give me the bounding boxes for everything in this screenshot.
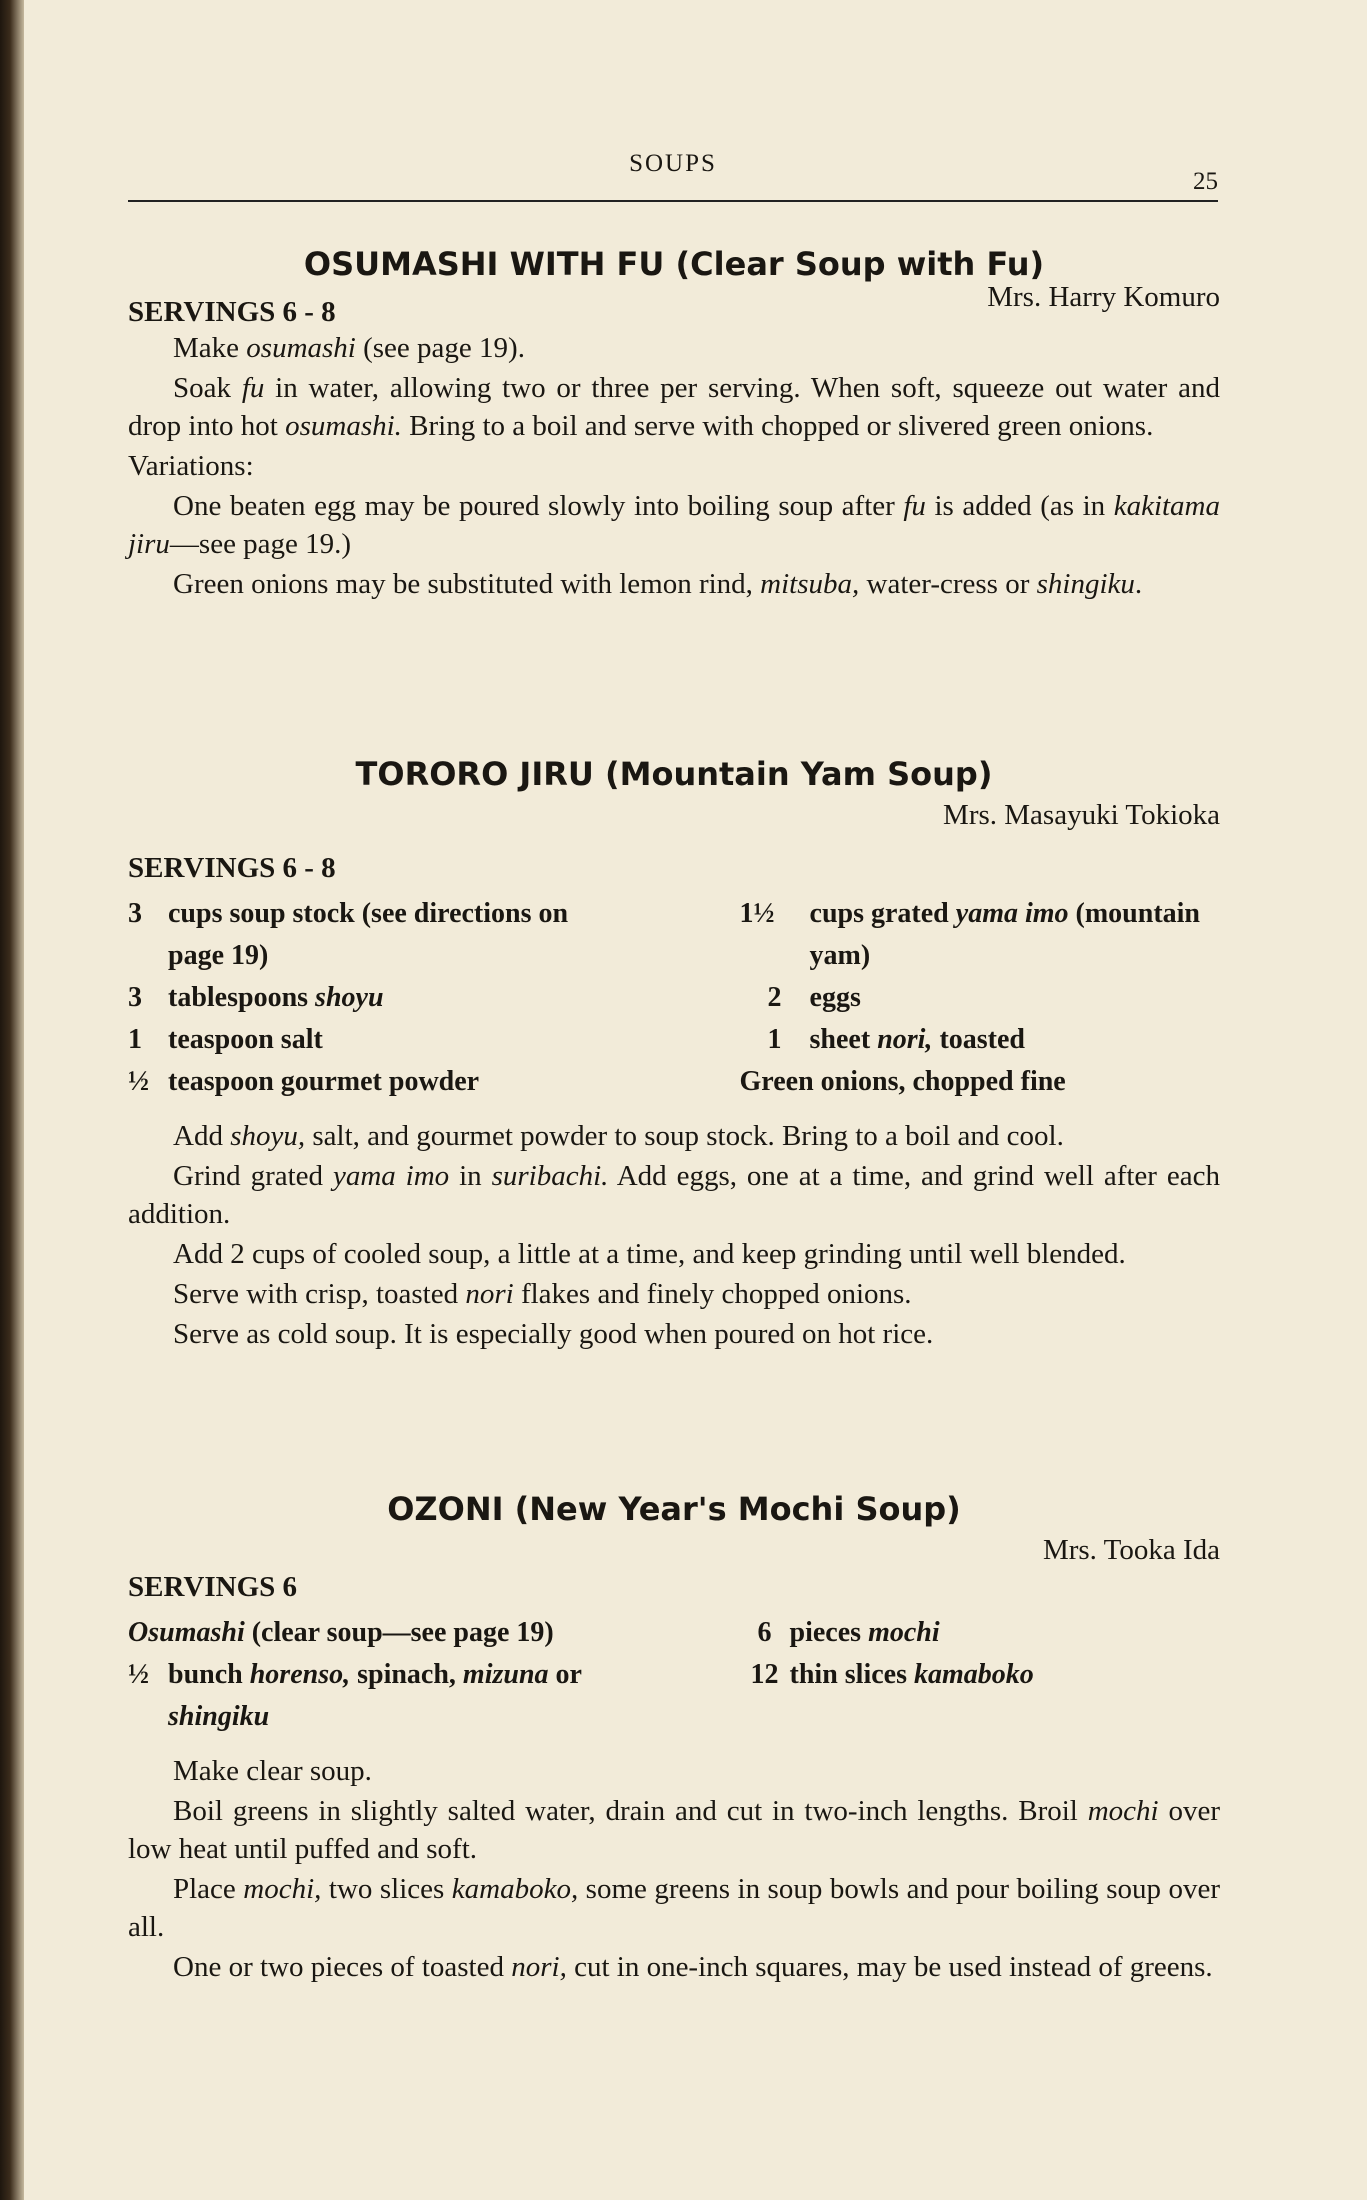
direction-paragraph: Green onions may be substituted with lemon rind, mitsuba, water-cress or shingiku.	[173, 568, 1143, 600]
recipe-title: TORORO JIRU (Mountain Yam Soup)	[355, 755, 993, 793]
recipe-ozoni	[128, 1490, 1220, 1988]
direction-paragraph: One beaten egg may be poured slowly into boiling soup after fu is added (as in kakitama jiru—see page 19.)	[128, 490, 1221, 560]
direction-paragraph: Serve with crisp, toasted nori flakes and finely chopped onions.	[173, 1278, 912, 1310]
recipe-tororo-jiru	[128, 755, 1220, 1355]
recipe-servings: SERVINGS 6	[128, 1571, 298, 1603]
ingredient-item: ½ teaspoon gourmet powder	[128, 1066, 480, 1097]
ingredients-column-left	[128, 1612, 630, 1738]
ingredient-item: 3 cups soup stock (see directions on page 19)	[128, 898, 569, 971]
recipe-directions	[128, 1752, 1220, 1986]
recipe-title: OZONI (New Year's Mochi Soup)	[387, 1490, 961, 1528]
direction-paragraph: Boil greens in slightly salted water, drain and cut in two-inch lengths. Broil mochi over low heat until puffed and soft.	[128, 1795, 1221, 1865]
recipe-directions	[128, 329, 1220, 603]
direction-paragraph: Make osumashi (see page 19).	[173, 332, 525, 364]
ingredient-item: Osumashi (clear soup—see page 19)	[128, 1617, 554, 1648]
page-header	[128, 150, 1218, 210]
ingredient-item: ½ bunch horenso, spinach, mizuna or shingiku	[128, 1659, 582, 1732]
book-page	[24, 0, 1367, 2200]
recipe-title: OSUMASHI WITH FU (Clear Soup with Fu)	[303, 245, 1045, 283]
recipe-contributor: Mrs. Tooka Ida	[1042, 1534, 1220, 1566]
recipe-osumashi-with-fu	[128, 245, 1220, 605]
ingredient-item: 6 pieces mochi	[757, 1617, 940, 1648]
direction-paragraph: One or two pieces of toasted nori, cut in one-inch squares, may be used instead of greens.	[173, 1951, 1213, 1983]
ingredient-item: 2 eggs	[767, 982, 861, 1013]
ingredients-column-left	[128, 893, 630, 1103]
ingredients-column-right	[740, 1612, 1220, 1738]
recipe-directions	[128, 1117, 1220, 1353]
direction-paragraph: Serve as cold soup. It is especially good when poured on hot rice.	[173, 1318, 934, 1350]
ingredient-item: 1 sheet nori, toasted	[767, 1024, 1025, 1055]
direction-paragraph: Add 2 cups of cooled soup, a little at a time, and keep grinding until well blended.	[173, 1238, 1126, 1270]
direction-paragraph: Make clear soup.	[173, 1755, 372, 1787]
direction-paragraph: Soak fu in water, allowing two or three per serving. When soft, squeeze out water and drop into hot osumashi. Bring to a boil and serve with chopped or slivered green onions.	[128, 372, 1221, 442]
header-rule	[128, 200, 1218, 202]
ingredient-item: 3 tablespoons shoyu	[128, 982, 384, 1013]
recipe-servings: SERVINGS 6 - 8	[128, 296, 336, 328]
recipe-contributor: Mrs. Masayuki Tokioka	[943, 799, 1220, 831]
page-number: 25	[1193, 168, 1218, 195]
ingredient-item: 1½ cups grated yama imo (mountain yam)	[739, 898, 1200, 971]
ingredient-item: 1 teaspoon salt	[128, 1024, 323, 1055]
ingredients-column-right	[740, 893, 1220, 1103]
ingredients-list	[128, 1612, 1220, 1738]
ingredient-item: 12 thin slices kamaboko	[750, 1659, 1034, 1690]
ingredient-item: Green onions, chopped fine	[739, 1066, 1066, 1097]
recipe-contributor: Mrs. Harry Komuro	[987, 281, 1220, 313]
running-head: SOUPS	[629, 150, 717, 177]
direction-paragraph: Place mochi, two slices kamaboko, some greens in soup bowls and pour boiling soup over all.	[128, 1873, 1220, 1943]
direction-paragraph: Add shoyu, salt, and gourmet powder to soup stock. Bring to a boil and cool.	[173, 1120, 1064, 1152]
variations-label: Variations:	[128, 450, 254, 482]
recipe-servings: SERVINGS 6 - 8	[128, 852, 336, 884]
ingredients-list	[128, 893, 1220, 1103]
direction-paragraph: Grind grated yama imo in suribachi. Add eggs, one at a time, and grind well after each addition.	[128, 1160, 1220, 1230]
